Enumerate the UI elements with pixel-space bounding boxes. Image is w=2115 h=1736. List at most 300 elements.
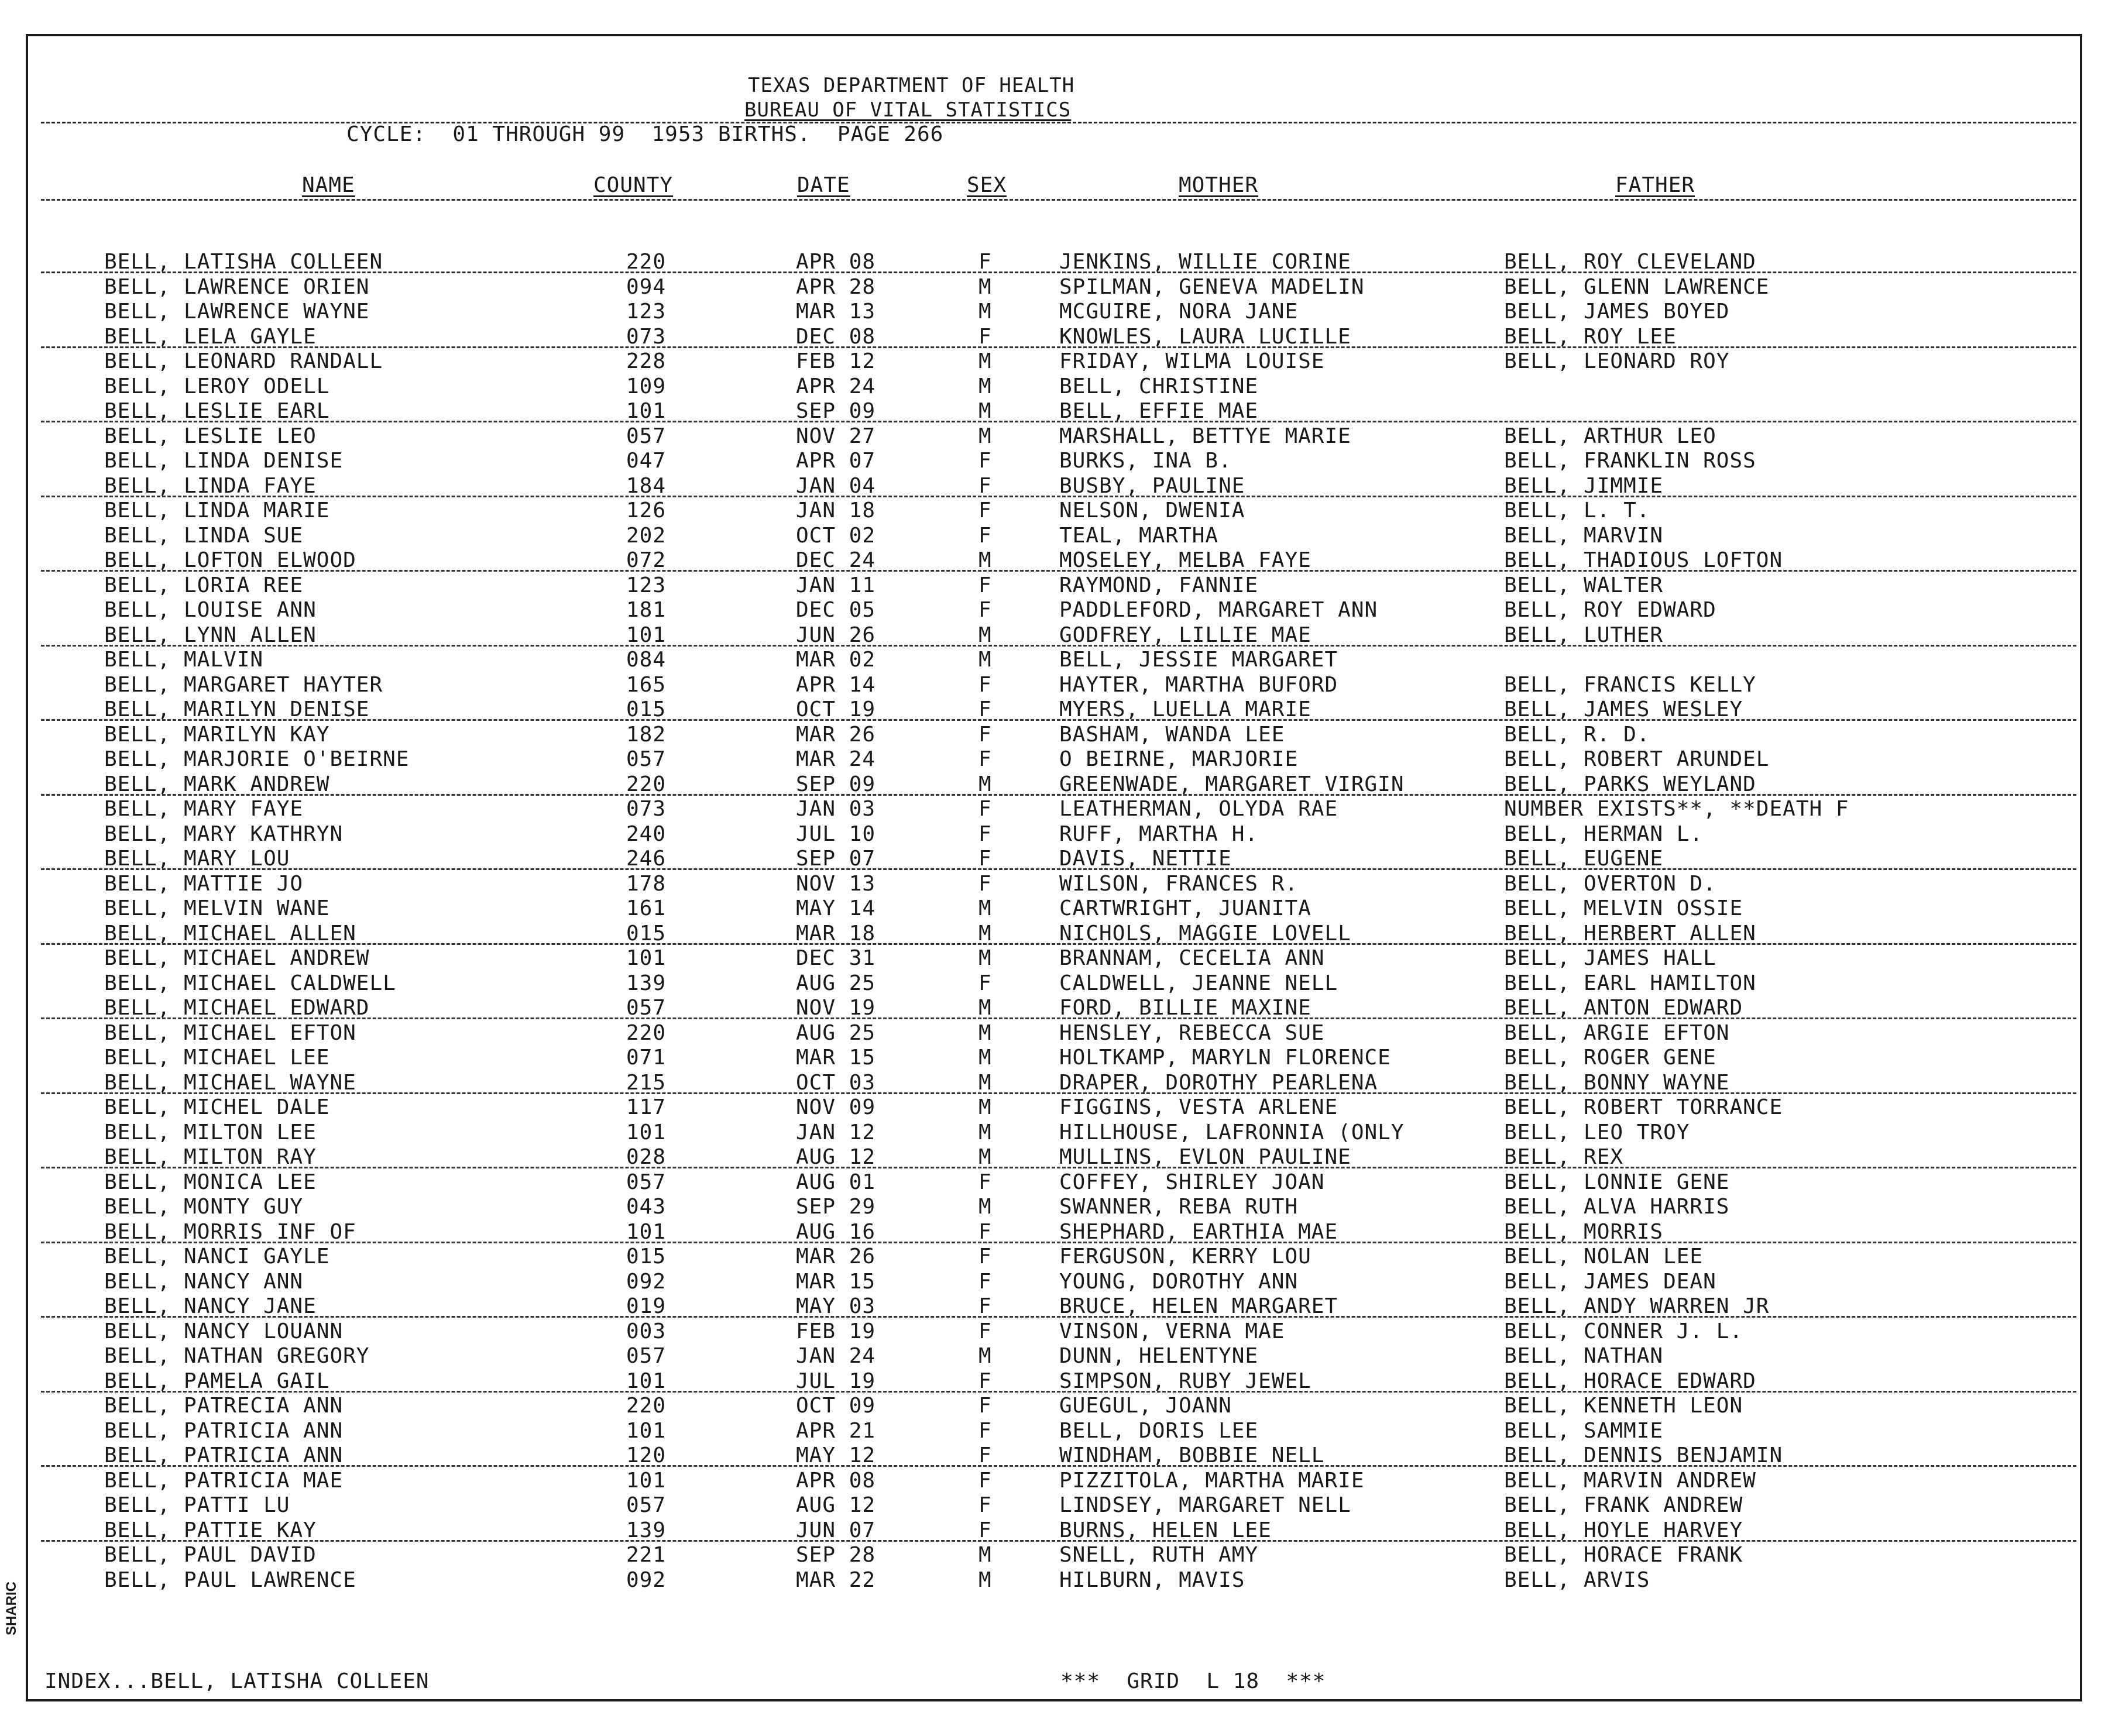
cell-mother: SPILMAN, GENEVA MADELIN [1059, 274, 1365, 299]
cell-sex: F [978, 1493, 992, 1517]
footer-grid: *** GRID L 18 *** [1060, 1669, 1326, 1693]
cell-father: BELL, WALTER [1504, 573, 1664, 597]
cell-father: BELL, ARVIS [1504, 1567, 1650, 1592]
cell-date: MAR 02 [796, 648, 876, 672]
cell-father: BELL, JAMES BOYED [1504, 300, 1730, 324]
cell-date: APR 08 [796, 1468, 876, 1493]
cell-county: 092 [626, 1269, 667, 1294]
cell-county: 047 [626, 449, 667, 473]
cell-sex: M [978, 921, 992, 946]
table-row [0, 1569, 2115, 1593]
cell-father: BELL, ROBERT ARUNDEL [1504, 747, 1770, 771]
table-row [0, 1022, 2115, 1046]
cell-father: BELL, ARTHUR LEO [1504, 424, 1716, 448]
row-divider [41, 1316, 2076, 1318]
cell-sex: M [978, 374, 992, 398]
cell-mother: WINDHAM, BOBBIE NELL [1059, 1443, 1325, 1467]
cell-father: BELL, BONNY WAYNE [1504, 1070, 1730, 1095]
cell-father: BELL, PARKS WEYLAND [1504, 772, 1756, 796]
table-row [0, 1270, 2115, 1295]
cell-county: 139 [626, 971, 667, 995]
cell-mother: LINDSEY, MARGARET NELL [1059, 1493, 1351, 1517]
cell-name: BELL, LINDA DENISE [104, 449, 344, 473]
cell-date: SEP 29 [796, 1195, 876, 1219]
row-divider [41, 1465, 2076, 1467]
cell-sex: M [978, 772, 992, 796]
cell-date: JAN 12 [796, 1120, 876, 1144]
table-row [0, 425, 2115, 449]
cell-father: BELL, KENNETH LEON [1504, 1394, 1743, 1418]
cell-sex: F [978, 473, 992, 498]
cell-father: BELL, THADIOUS LOFTON [1504, 548, 1783, 572]
cell-name: BELL, PATTI LU [104, 1493, 290, 1517]
cell-county: 126 [626, 499, 667, 522]
cell-county: 221 [626, 1543, 667, 1567]
cell-father: BELL, DENNIS BENJAMIN [1504, 1443, 1783, 1467]
cell-county: 220 [626, 772, 667, 796]
cell-date: JUN 26 [796, 623, 876, 647]
row-divider [41, 794, 2076, 796]
column-header-date: DATE [797, 173, 850, 197]
cell-date: JUL 19 [796, 1369, 876, 1393]
cell-sex: M [978, 274, 992, 299]
cell-date: FEB 12 [796, 349, 876, 373]
cell-county: 240 [626, 821, 667, 846]
table-row [0, 823, 2115, 847]
cell-name: BELL, MICHAEL EDWARD [104, 996, 370, 1020]
row-divider [41, 271, 2076, 273]
cell-father: BELL, EUGENE [1504, 847, 1664, 871]
cell-father: BELL, FRANK ANDREW [1504, 1493, 1743, 1517]
cell-county: 181 [626, 598, 667, 622]
cell-name: BELL, PATTIE KAY [104, 1518, 317, 1542]
cell-mother: FERGUSON, KERRY LOU [1059, 1245, 1311, 1269]
cell-date: JUL 10 [796, 821, 876, 846]
cell-name: BELL, LESLIE EARL [104, 399, 330, 423]
cell-date: NOV 09 [796, 1095, 876, 1119]
cell-sex: F [978, 573, 992, 597]
cell-mother: CALDWELL, JEANNE NELL [1059, 971, 1338, 995]
cell-name: BELL, LATISHA COLLEEN [104, 250, 383, 274]
cell-father: BELL, LEONARD ROY [1504, 349, 1730, 373]
cell-date: MAR 15 [796, 1269, 876, 1294]
cell-father: BELL, LUTHER [1504, 623, 1664, 647]
row-divider [41, 868, 2076, 870]
cycle-line: CYCLE: 01 THROUGH 99 1953 BIRTHS. PAGE 266 [346, 122, 944, 146]
cell-mother: MARSHALL, BETTYE MARIE [1059, 424, 1351, 448]
cell-father: BELL, LONNIE GENE [1504, 1170, 1730, 1194]
cell-date: DEC 08 [796, 324, 876, 349]
cell-mother: TEAL, MARTHA [1059, 523, 1219, 548]
cell-county: 120 [626, 1443, 667, 1467]
cell-mother: RUFF, MARTHA H. [1059, 821, 1259, 846]
cell-county: 019 [626, 1294, 667, 1318]
cell-father: BELL, JAMES DEAN [1504, 1269, 1716, 1294]
cell-date: JAN 04 [796, 473, 876, 498]
cell-mother: VINSON, VERNA MAE [1059, 1319, 1285, 1343]
table-row [0, 648, 2115, 673]
cell-date: MAR 26 [796, 1245, 876, 1269]
cell-name: BELL, MORRIS INF OF [104, 1219, 356, 1244]
cell-name: BELL, MICHAEL EFTON [104, 1020, 356, 1045]
cell-mother: FIGGINS, VESTA ARLENE [1059, 1095, 1338, 1119]
cell-sex: F [978, 847, 992, 871]
row-divider [41, 421, 2076, 422]
cell-county: 178 [626, 871, 667, 896]
cell-sex: F [978, 1418, 992, 1443]
cell-father: BELL, ROY CLEVELAND [1504, 250, 1756, 274]
cell-mother: MCGUIRE, NORA JANE [1059, 300, 1299, 324]
cell-name: BELL, MARILYN DENISE [104, 697, 370, 721]
cell-mother: SWANNER, REBA RUTH [1059, 1195, 1299, 1219]
cell-name: BELL, LAWRENCE WAYNE [104, 300, 370, 324]
cell-sex: F [978, 797, 992, 821]
cell-name: BELL, MARILYN KAY [104, 722, 330, 747]
row-divider [41, 645, 2076, 647]
cell-mother: PADDLEFORD, MARGARET ANN [1059, 598, 1378, 622]
cell-sex: F [978, 1219, 992, 1244]
cell-sex: F [978, 821, 992, 846]
cell-father: BELL, ROY EDWARD [1504, 598, 1716, 622]
cell-date: AUG 12 [796, 1145, 876, 1169]
cell-date: DEC 05 [796, 598, 876, 622]
cell-date: FEB 19 [796, 1319, 876, 1343]
column-header-mother: MOTHER [1179, 173, 1259, 197]
cell-sex: M [978, 399, 992, 423]
cell-father: BELL, GLENN LAWRENCE [1504, 274, 1770, 299]
cell-county: 220 [626, 1020, 667, 1045]
cell-sex: F [978, 499, 992, 522]
cell-name: BELL, PATRICIA ANN [104, 1418, 344, 1443]
cell-county: 057 [626, 424, 667, 448]
table-row [0, 300, 2115, 325]
cell-father: BELL, REX [1504, 1145, 1624, 1169]
cell-mother: HILLHOUSE, LAFRONNIA (ONLY [1059, 1120, 1405, 1144]
cell-mother: FRIDAY, WILMA LOUISE [1059, 349, 1325, 373]
cell-sex: M [978, 1543, 992, 1567]
cell-sex: M [978, 1145, 992, 1169]
cell-date: NOV 13 [796, 871, 876, 896]
cell-county: 003 [626, 1319, 667, 1343]
cell-sex: M [978, 1344, 992, 1368]
cell-sex: F [978, 672, 992, 697]
cell-date: JAN 24 [796, 1344, 876, 1368]
cell-county: 043 [626, 1195, 667, 1219]
cell-father: BELL, JIMMIE [1504, 473, 1664, 498]
cell-mother: PIZZITOLA, MARTHA MARIE [1059, 1468, 1365, 1493]
footer-index: INDEX...BELL, LATISHA COLLEEN [44, 1669, 430, 1693]
table-row [0, 350, 2115, 374]
cell-sex: F [978, 1443, 992, 1467]
cell-date: AUG 25 [796, 971, 876, 995]
table-row [0, 449, 2115, 474]
cell-date: OCT 09 [796, 1394, 876, 1418]
cell-sex: M [978, 1070, 992, 1095]
cell-county: 109 [626, 374, 667, 398]
cell-name: BELL, MARK ANDREW [104, 772, 330, 796]
row-divider [41, 719, 2076, 721]
cell-name: BELL, NATHAN GREGORY [104, 1344, 370, 1368]
cell-mother: BRUCE, HELEN MARGARET [1059, 1294, 1338, 1318]
cell-father: NUMBER EXISTS**, **DEATH F [1504, 797, 1849, 821]
table-row [0, 1195, 2115, 1220]
cell-mother: GODFREY, LILLIE MAE [1059, 623, 1311, 647]
table-row [0, 1171, 2115, 1195]
cell-mother: BELL, JESSIE MARGARET [1059, 648, 1338, 672]
cell-name: BELL, NANCI GAYLE [104, 1245, 330, 1269]
cell-name: BELL, MATTIE JO [104, 871, 304, 896]
cell-date: OCT 19 [796, 697, 876, 721]
cell-county: 015 [626, 921, 667, 946]
cell-name: BELL, MONTY GUY [104, 1195, 304, 1219]
cell-date: DEC 31 [796, 946, 876, 970]
table-row [0, 723, 2115, 748]
cell-father: BELL, ARGIE EFTON [1504, 1020, 1730, 1045]
cell-sex: F [978, 1170, 992, 1194]
cell-father: BELL, HERMAN L. [1504, 821, 1704, 846]
cell-sex: F [978, 722, 992, 747]
cell-mother: RAYMOND, FANNIE [1059, 573, 1259, 597]
cell-father: BELL, MORRIS [1504, 1219, 1664, 1244]
cell-county: 184 [626, 473, 667, 498]
cell-father: BELL, ALVA HARRIS [1504, 1195, 1730, 1219]
cell-sex: M [978, 1020, 992, 1045]
cell-date: JAN 18 [796, 499, 876, 522]
cell-mother: BELL, DORIS LEE [1059, 1418, 1259, 1443]
cell-name: BELL, PAMELA GAIL [104, 1369, 330, 1393]
cell-name: BELL, LESLIE LEO [104, 424, 317, 448]
row-divider [41, 346, 2076, 348]
cell-sex: F [978, 1394, 992, 1418]
cell-mother: LEATHERMAN, OLYDA RAE [1059, 797, 1338, 821]
cell-sex: F [978, 1518, 992, 1542]
cell-name: BELL, LOFTON ELWOOD [104, 548, 356, 572]
cell-sex: F [978, 871, 992, 896]
header-title: TEXAS DEPARTMENT OF HEALTH [748, 74, 1075, 97]
table-row [0, 1494, 2115, 1518]
cell-name: BELL, MICHAEL WAYNE [104, 1070, 356, 1095]
cell-mother: GREENWADE, MARGARET VIRGIN [1059, 772, 1405, 796]
cell-sex: F [978, 523, 992, 548]
table-row [0, 1345, 2115, 1369]
cell-father: BELL, NATHAN [1504, 1344, 1664, 1368]
cell-father: BELL, FRANCIS KELLY [1504, 672, 1756, 697]
table-row [0, 1046, 2115, 1071]
cell-sex: F [978, 324, 992, 349]
cell-county: 057 [626, 996, 667, 1020]
column-header-divider [41, 199, 2076, 201]
table-row [0, 673, 2115, 698]
cell-mother: NICHOLS, MAGGIE LOVELL [1059, 921, 1351, 946]
cell-sex: M [978, 1120, 992, 1144]
cell-sex: M [978, 623, 992, 647]
cell-date: AUG 16 [796, 1219, 876, 1244]
cell-county: 084 [626, 648, 667, 672]
cell-sex: F [978, 1369, 992, 1393]
cell-date: OCT 02 [796, 523, 876, 548]
cell-date: MAR 13 [796, 300, 876, 324]
cell-county: 215 [626, 1070, 667, 1095]
table-row [0, 872, 2115, 897]
cell-father: BELL, HORACE EDWARD [1504, 1369, 1756, 1393]
cell-county: 228 [626, 349, 667, 373]
cell-county: 092 [626, 1567, 667, 1592]
cell-sex: F [978, 1319, 992, 1343]
cell-county: 073 [626, 324, 667, 349]
table-row [0, 574, 2115, 599]
cell-name: BELL, NANCY ANN [104, 1269, 304, 1294]
cell-father: BELL, HERBERT ALLEN [1504, 921, 1756, 946]
table-row [0, 748, 2115, 772]
cell-name: BELL, PATRECIA ANN [104, 1394, 344, 1418]
cell-date: MAY 14 [796, 896, 876, 920]
cell-mother: MOSELEY, MELBA FAYE [1059, 548, 1311, 572]
cell-name: BELL, NANCY JANE [104, 1294, 317, 1318]
cell-mother: HOLTKAMP, MARYLN FLORENCE [1059, 1046, 1391, 1070]
cell-date: JAN 11 [796, 573, 876, 597]
cell-date: NOV 27 [796, 424, 876, 448]
cell-mother: DAVIS, NETTIE [1059, 847, 1232, 871]
cell-mother: BELL, EFFIE MAE [1059, 399, 1259, 423]
cell-mother: MULLINS, EVLON PAULINE [1059, 1145, 1351, 1169]
cell-county: 015 [626, 1245, 667, 1269]
cell-name: BELL, PAUL DAVID [104, 1543, 317, 1567]
cell-date: MAY 03 [796, 1294, 876, 1318]
cell-county: 165 [626, 672, 667, 697]
cell-sex: M [978, 996, 992, 1020]
cell-name: BELL, LEONARD RANDALL [104, 349, 383, 373]
column-header-father: FATHER [1615, 173, 1695, 197]
cell-date: SEP 07 [796, 847, 876, 871]
row-divider [41, 1017, 2076, 1019]
cell-county: 101 [626, 399, 667, 423]
cell-date: APR 24 [796, 374, 876, 398]
cell-sex: M [978, 1095, 992, 1119]
cell-date: APR 28 [796, 274, 876, 299]
cell-county: 071 [626, 1046, 667, 1070]
table-row [0, 1419, 2115, 1444]
cell-name: BELL, LYNN ALLEN [104, 623, 317, 647]
cell-county: 220 [626, 1394, 667, 1418]
cell-mother: SIMPSON, RUBY JEWEL [1059, 1369, 1311, 1393]
cell-county: 057 [626, 1493, 667, 1517]
cell-county: 057 [626, 1170, 667, 1194]
cell-date: AUG 12 [796, 1493, 876, 1517]
column-header-county: COUNTY [593, 173, 674, 197]
cell-date: MAY 12 [796, 1443, 876, 1467]
cell-name: BELL, LELA GAYLE [104, 324, 317, 349]
column-header-name: NAME [302, 173, 355, 197]
cell-name: BELL, MARY KATHRYN [104, 821, 344, 846]
cell-mother: O BEIRNE, MARJORIE [1059, 747, 1299, 771]
cell-father: BELL, R. D. [1504, 722, 1650, 747]
table-row [0, 797, 2115, 822]
cell-father: BELL, OVERTON D. [1504, 871, 1716, 896]
cell-mother: BURNS, HELEN LEE [1059, 1518, 1272, 1542]
cell-mother: DRAPER, DOROTHY PEARLENA [1059, 1070, 1378, 1095]
table-row [0, 1121, 2115, 1146]
row-divider [41, 570, 2076, 572]
cell-mother: WILSON, FRANCES R. [1059, 871, 1299, 896]
cell-date: SEP 09 [796, 772, 876, 796]
row-divider [41, 496, 2076, 497]
cell-mother: MYERS, LUELLA MARIE [1059, 697, 1311, 721]
cell-name: BELL, MONICA LEE [104, 1170, 317, 1194]
cell-name: BELL, MARY LOU [104, 847, 290, 871]
cell-father: BELL, EARL HAMILTON [1504, 971, 1756, 995]
cell-date: MAR 26 [796, 722, 876, 747]
cell-date: AUG 25 [796, 1020, 876, 1045]
row-divider [41, 1167, 2076, 1168]
cell-date: AUG 01 [796, 1170, 876, 1194]
table-row [0, 1320, 2115, 1345]
cell-mother: BELL, CHRISTINE [1059, 374, 1259, 398]
row-divider [41, 943, 2076, 945]
cell-name: BELL, LEROY ODELL [104, 374, 330, 398]
cell-name: BELL, LAWRENCE ORIEN [104, 274, 370, 299]
cell-date: SEP 28 [796, 1543, 876, 1567]
cell-date: APR 07 [796, 449, 876, 473]
cell-sex: M [978, 1046, 992, 1070]
side-label: SHARIC [4, 1581, 19, 1635]
cell-father: BELL, FRANKLIN ROSS [1504, 449, 1756, 473]
cell-date: MAR 22 [796, 1567, 876, 1592]
cell-mother: CARTWRIGHT, JUANITA [1059, 896, 1311, 920]
cell-county: 015 [626, 697, 667, 721]
cell-father: BELL, ANTON EDWARD [1504, 996, 1743, 1020]
cell-mother: KNOWLES, LAURA LUCILLE [1059, 324, 1351, 349]
cell-name: BELL, MARY FAYE [104, 797, 304, 821]
row-divider [41, 1391, 2076, 1393]
cell-mother: YOUNG, DOROTHY ANN [1059, 1269, 1299, 1294]
cell-date: JUN 07 [796, 1518, 876, 1542]
cell-mother: HILBURN, MAVIS [1059, 1567, 1245, 1592]
cell-county: 101 [626, 623, 667, 647]
cell-name: BELL, LORIA REE [104, 573, 304, 597]
cell-county: 139 [626, 1518, 667, 1542]
table-row [0, 1096, 2115, 1120]
cell-date: APR 14 [796, 672, 876, 697]
cell-father: BELL, MARVIN ANDREW [1504, 1468, 1756, 1493]
cell-name: BELL, MARJORIE O'BEIRNE [104, 747, 410, 771]
cell-sex: M [978, 1567, 992, 1592]
cell-date: MAR 15 [796, 1046, 876, 1070]
table-row [0, 375, 2115, 400]
cell-mother: SHEPHARD, EARTHIA MAE [1059, 1219, 1338, 1244]
cell-county: 246 [626, 847, 667, 871]
cell-name: BELL, PAUL LAWRENCE [104, 1567, 356, 1592]
cell-name: BELL, MICHEL DALE [104, 1095, 330, 1119]
cell-county: 094 [626, 274, 667, 299]
cell-county: 101 [626, 1468, 667, 1493]
cell-father: BELL, LEO TROY [1504, 1120, 1690, 1144]
cell-county: 072 [626, 548, 667, 572]
table-row [0, 1469, 2115, 1494]
cell-date: SEP 09 [796, 399, 876, 423]
cell-name: BELL, LINDA MARIE [104, 499, 330, 522]
cell-sex: M [978, 349, 992, 373]
cell-mother: GUEGUL, JOANN [1059, 1394, 1232, 1418]
table-row [0, 599, 2115, 623]
cell-father: BELL, ROBERT TORRANCE [1504, 1095, 1783, 1119]
cell-name: BELL, NANCY LOUANN [104, 1319, 344, 1343]
cell-sex: F [978, 971, 992, 995]
cell-father: BELL, MARVIN [1504, 523, 1664, 548]
cell-name: BELL, PATRICIA ANN [104, 1443, 344, 1467]
cell-father: BELL, L. T. [1504, 499, 1650, 522]
table-row [0, 897, 2115, 922]
row-divider [41, 1540, 2076, 1542]
